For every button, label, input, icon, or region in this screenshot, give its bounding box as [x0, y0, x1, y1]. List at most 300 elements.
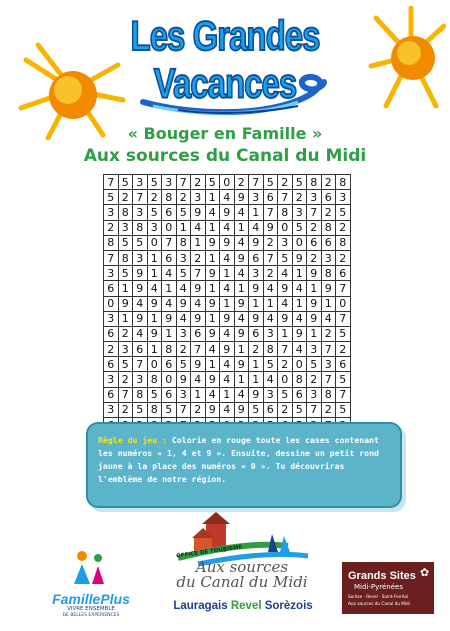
grid-cell[interactable]: 8	[307, 175, 322, 190]
grid-cell[interactable]: 4	[249, 220, 264, 235]
grid-cell[interactable]: 1	[147, 342, 162, 357]
grid-cell[interactable]: 8	[336, 175, 351, 190]
grid-cell[interactable]: 5	[292, 402, 307, 417]
grid-cell[interactable]: 5	[278, 250, 293, 265]
grid-cell[interactable]: 9	[205, 266, 220, 281]
grid-cell[interactable]: 1	[234, 372, 249, 387]
grid-cell[interactable]: 6	[133, 342, 148, 357]
grid-cell[interactable]: 4	[220, 372, 235, 387]
grid-cell[interactable]: 2	[321, 205, 336, 220]
grid-cell[interactable]: 6	[292, 387, 307, 402]
grid-cell[interactable]: 9	[234, 326, 249, 341]
grid-cell[interactable]: 6	[104, 326, 119, 341]
grid-cell[interactable]: 7	[307, 205, 322, 220]
grid-cell[interactable]: 5	[292, 220, 307, 235]
grid-cell[interactable]: 9	[278, 311, 293, 326]
grid-cell[interactable]: 0	[104, 296, 119, 311]
grid-cell[interactable]: 2	[147, 190, 162, 205]
grid-cell[interactable]: 9	[162, 311, 177, 326]
grid-cell[interactable]: 3	[249, 190, 264, 205]
grid-cell[interactable]: 3	[162, 175, 177, 190]
grid-cell[interactable]: 9	[263, 220, 278, 235]
grid-cell[interactable]: 7	[263, 250, 278, 265]
grid-row	[104, 190, 351, 205]
grid-cell[interactable]: 8	[278, 205, 293, 220]
grid-cell[interactable]: 3	[133, 205, 148, 220]
grid-cell[interactable]: 2	[278, 402, 293, 417]
page-title: Les Grandes Vacances	[130, 12, 320, 107]
grid-cell[interactable]: 2	[191, 250, 206, 265]
grid-cell[interactable]: 7	[104, 250, 119, 265]
grid-cell[interactable]: 2	[292, 190, 307, 205]
grid-cell[interactable]: 3	[176, 387, 191, 402]
grid-cell[interactable]: 3	[133, 372, 148, 387]
grid-cell[interactable]: 9	[249, 281, 264, 296]
grid-cell[interactable]: 1	[249, 205, 264, 220]
grid-cell[interactable]: 5	[278, 387, 293, 402]
grid-cell[interactable]: 0	[162, 220, 177, 235]
grid-cell[interactable]: 5	[118, 266, 133, 281]
grid-cell[interactable]: 6	[191, 326, 206, 341]
grid-cell[interactable]: 9	[176, 372, 191, 387]
grid-cell[interactable]: 9	[133, 311, 148, 326]
grid-cell[interactable]: 9	[220, 235, 235, 250]
grid-cell[interactable]: 4	[191, 296, 206, 311]
grid-cell[interactable]: 2	[234, 175, 249, 190]
grid-cell[interactable]: 3	[147, 220, 162, 235]
grid-cell[interactable]: 9	[234, 402, 249, 417]
grid-cell[interactable]: 1	[205, 357, 220, 372]
grid-cell[interactable]: 0	[220, 175, 235, 190]
grid-cell[interactable]: 1	[220, 296, 235, 311]
grid-cell[interactable]: 4	[220, 326, 235, 341]
grid-cell[interactable]: 2	[336, 250, 351, 265]
grid-cell[interactable]: 3	[307, 190, 322, 205]
grid-cell[interactable]: 6	[307, 235, 322, 250]
grid-cell[interactable]: 2	[307, 250, 322, 265]
grid-cell[interactable]: 5	[133, 402, 148, 417]
grid-cell[interactable]: 7	[336, 311, 351, 326]
grid-cell[interactable]: 8	[321, 220, 336, 235]
grid-cell[interactable]: 3	[263, 387, 278, 402]
grid-cell[interactable]: 8	[176, 235, 191, 250]
grid-cell[interactable]: 1	[234, 342, 249, 357]
grid-cell[interactable]: 1	[162, 326, 177, 341]
grid-cell[interactable]: 2	[176, 190, 191, 205]
grid-cell[interactable]: 3	[104, 205, 119, 220]
grid-cell[interactable]: 6	[162, 250, 177, 265]
grid-cell[interactable]: 7	[162, 235, 177, 250]
grid-cell[interactable]: 9	[234, 190, 249, 205]
office-title-line1: Aux sources	[195, 558, 289, 576]
grid-cell[interactable]: 6	[104, 357, 119, 372]
rules-body: Colorie en rouge toute les cases contenant les numéros « 1, 4 et 9 ». Ensuite, dessine un petit rond jaune à la place des numéros « 0 ». Tu découvriras l'emblème de notre région.	[98, 435, 379, 484]
grid-cell[interactable]: 9	[234, 250, 249, 265]
grid-cell[interactable]: 1	[205, 220, 220, 235]
grid-cell[interactable]: 5	[263, 175, 278, 190]
grid-cell[interactable]: 8	[321, 266, 336, 281]
grid-cell[interactable]: 6	[104, 387, 119, 402]
grid-cell[interactable]: 9	[220, 342, 235, 357]
grid-cell[interactable]: 7	[176, 402, 191, 417]
grid-cell[interactable]: 9	[191, 205, 206, 220]
grid-cell[interactable]: 5	[336, 372, 351, 387]
grid-cell[interactable]: 1	[118, 311, 133, 326]
grid-cell[interactable]: 2	[118, 190, 133, 205]
grid-cell[interactable]: 6	[321, 235, 336, 250]
grid-cell[interactable]: 5	[147, 205, 162, 220]
grid-cell[interactable]: 7	[263, 205, 278, 220]
grid-cell[interactable]: 2	[336, 220, 351, 235]
grid-cell[interactable]: 6	[162, 357, 177, 372]
grid-cell[interactable]: 1	[205, 281, 220, 296]
grid-cell[interactable]: 1	[191, 387, 206, 402]
grid-cell[interactable]: 2	[336, 342, 351, 357]
place-sorezois: Sorèzois	[264, 600, 313, 612]
grid-cell[interactable]: 9	[249, 311, 264, 326]
grid-row	[104, 296, 351, 311]
grid-cell[interactable]: 3	[118, 220, 133, 235]
grid-cell[interactable]: 7	[191, 342, 206, 357]
grid-cell[interactable]: 1	[292, 296, 307, 311]
grid-cell[interactable]: 4	[220, 250, 235, 265]
grid-cell[interactable]: 1	[307, 326, 322, 341]
grid-cell[interactable]: 9	[176, 296, 191, 311]
grid-cell[interactable]: 4	[205, 205, 220, 220]
grid-cell[interactable]: 9	[147, 296, 162, 311]
grid-cell[interactable]: 1	[234, 281, 249, 296]
grid-cell[interactable]: 8	[263, 342, 278, 357]
grid-cell[interactable]: 3	[307, 342, 322, 357]
grid-cell[interactable]: 4	[278, 266, 293, 281]
grid-cell[interactable]: 9	[191, 357, 206, 372]
grid-cell[interactable]: 7	[133, 357, 148, 372]
grid-cell[interactable]: 4	[321, 311, 336, 326]
grid-cell[interactable]: 7	[278, 342, 293, 357]
grid-cell[interactable]: 2	[321, 402, 336, 417]
grid-cell[interactable]: 3	[307, 387, 322, 402]
grid-cell[interactable]: 1	[191, 235, 206, 250]
grid-cell[interactable]: 1	[147, 250, 162, 265]
grid-cell[interactable]: 7	[321, 342, 336, 357]
grid-cell[interactable]: 9	[249, 387, 264, 402]
grid-cell[interactable]: 1	[205, 250, 220, 265]
grid-cell[interactable]: 5	[176, 266, 191, 281]
grid-cell[interactable]: 3	[321, 250, 336, 265]
grid-cell[interactable]: 5	[118, 357, 133, 372]
grid-cell[interactable]: 4	[133, 296, 148, 311]
grid-cell[interactable]: 9	[307, 311, 322, 326]
grid-row	[104, 402, 351, 417]
grid-cell[interactable]: 9	[205, 235, 220, 250]
subtitle-bouger-en-famille: « Bouger en Famille »	[127, 124, 323, 143]
grid-cell[interactable]: 5	[147, 387, 162, 402]
grid-cell[interactable]: 2	[321, 326, 336, 341]
grid-cell[interactable]: 8	[133, 387, 148, 402]
grid-cell[interactable]: 8	[292, 372, 307, 387]
grid-cell[interactable]: 4	[220, 402, 235, 417]
grid-cell[interactable]: 4	[176, 281, 191, 296]
grands-sites-small-1: Sorèze · Revel · Saint-Ferréol	[348, 594, 409, 599]
grid-cell[interactable]: 0	[278, 372, 293, 387]
grid-cell[interactable]: 6	[249, 326, 264, 341]
grid-cell[interactable]: 9	[133, 281, 148, 296]
grid-cell[interactable]: 1	[263, 296, 278, 311]
grid-row	[104, 311, 351, 326]
grid-cell[interactable]: 4	[162, 266, 177, 281]
grid-cell[interactable]: 3	[292, 205, 307, 220]
grid-cell[interactable]: 0	[162, 372, 177, 387]
grid-cell[interactable]: 7	[249, 175, 264, 190]
grid-cell[interactable]: 7	[133, 190, 148, 205]
grid-cell[interactable]: 5	[292, 175, 307, 190]
grid-cell[interactable]: 4	[278, 296, 293, 311]
grid-cell[interactable]: 6	[336, 357, 351, 372]
grid-cell[interactable]: 8	[118, 250, 133, 265]
grid-cell[interactable]: 4	[220, 281, 235, 296]
grid-cell[interactable]: 5	[205, 175, 220, 190]
grid-cell[interactable]: 6	[249, 250, 264, 265]
grid-cell[interactable]: 1	[249, 372, 264, 387]
grid-cell[interactable]: 9	[278, 281, 293, 296]
grid-cell[interactable]: 4	[234, 311, 249, 326]
grid-cell[interactable]: 7	[176, 175, 191, 190]
grid-cell[interactable]: 1	[176, 220, 191, 235]
grid-cell[interactable]: 9	[234, 357, 249, 372]
grid-cell[interactable]: 1	[234, 220, 249, 235]
grid-cell[interactable]: 7	[191, 266, 206, 281]
grid-cell[interactable]: 2	[321, 175, 336, 190]
grid-cell[interactable]: 5	[336, 402, 351, 417]
grid-cell[interactable]: 8	[104, 235, 119, 250]
grid-cell[interactable]: 3	[118, 342, 133, 357]
grid-cell[interactable]: 4	[263, 281, 278, 296]
grid-cell[interactable]: 3	[249, 266, 264, 281]
grid-cell[interactable]: 9	[147, 326, 162, 341]
grid-cell[interactable]: 9	[205, 296, 220, 311]
grid-cell[interactable]: 0	[147, 235, 162, 250]
grid-cell[interactable]: 9	[205, 326, 220, 341]
grid-cell[interactable]: 4	[176, 311, 191, 326]
grid-cell[interactable]: 9	[234, 296, 249, 311]
grid-cell[interactable]: 4	[292, 281, 307, 296]
grid-cell[interactable]: 5	[104, 190, 119, 205]
grid-cell[interactable]: 5	[307, 357, 322, 372]
grid-cell[interactable]: 1	[220, 387, 235, 402]
grid-cell[interactable]: 1	[162, 281, 177, 296]
grid-cell[interactable]: 3	[336, 190, 351, 205]
grid-cell[interactable]: 5	[118, 235, 133, 250]
grid-cell[interactable]: 4	[191, 220, 206, 235]
grands-sites-title-2: Midi-Pyrénées	[354, 583, 403, 591]
place-revel: Revel	[230, 600, 262, 612]
grid-cell[interactable]: 5	[118, 175, 133, 190]
grid-cell[interactable]: 3	[104, 372, 119, 387]
grid-cell[interactable]: 3	[263, 326, 278, 341]
grid-cell[interactable]: 4	[133, 326, 148, 341]
grid-cell[interactable]: 8	[336, 235, 351, 250]
subtitle-canal-du-midi: Aux sources du Canal du Midi	[83, 146, 367, 166]
grid-cell[interactable]: 5	[147, 175, 162, 190]
grid-cell[interactable]: 9	[321, 281, 336, 296]
grid-cell[interactable]: 4	[234, 205, 249, 220]
grid-cell[interactable]: 6	[162, 205, 177, 220]
grid-cell[interactable]: 1	[278, 326, 293, 341]
grid-cell[interactable]: 1	[292, 266, 307, 281]
grid-cell[interactable]: 5	[176, 357, 191, 372]
office-label: OFFICE DE TOURISME	[175, 544, 243, 560]
grid-cell[interactable]: 8	[162, 342, 177, 357]
grid-cell[interactable]: 6	[263, 402, 278, 417]
famille-plus-figures-icon	[52, 548, 130, 588]
grid-cell[interactable]: 1	[205, 190, 220, 205]
grid-cell[interactable]: 6	[321, 190, 336, 205]
grid-cell[interactable]: 5	[249, 402, 264, 417]
grid-cell[interactable]: 3	[104, 402, 119, 417]
grid-cell[interactable]: 3	[278, 235, 293, 250]
grid-cell[interactable]: 6	[336, 266, 351, 281]
grands-sites-title-1: Grands Sites	[348, 570, 416, 582]
grid-cell[interactable]: 5	[336, 326, 351, 341]
grid-cell[interactable]: 1	[307, 281, 322, 296]
grid-cell[interactable]: 0	[278, 220, 293, 235]
grid-cell[interactable]: 4	[191, 372, 206, 387]
grid-cell[interactable]: 3	[176, 326, 191, 341]
office-title	[172, 560, 312, 590]
famille-plus-logo	[52, 548, 130, 618]
grid-cell[interactable]: 9	[205, 402, 220, 417]
flower-icon: ✿	[420, 566, 430, 579]
grid-cell[interactable]: 9	[191, 281, 206, 296]
grid-cell[interactable]: 8	[133, 220, 148, 235]
grid-cell[interactable]: 3	[133, 250, 148, 265]
grid-cell[interactable]: 9	[191, 311, 206, 326]
grands-sites-small-2: Aux sources du Canal du Midi	[348, 601, 410, 606]
grid-cell[interactable]: 5	[336, 205, 351, 220]
grid-cell[interactable]: 2	[307, 220, 322, 235]
grid-cell[interactable]: 7	[278, 190, 293, 205]
grid-cell[interactable]: 4	[292, 342, 307, 357]
grid-cell[interactable]: 8	[118, 205, 133, 220]
grid-cell[interactable]: 7	[336, 387, 351, 402]
grid-cell[interactable]: 9	[220, 205, 235, 220]
grid-cell[interactable]: 2	[278, 175, 293, 190]
grid-cell[interactable]: 4	[205, 342, 220, 357]
grid-cell[interactable]: 3	[104, 311, 119, 326]
grid-cell[interactable]: 4	[205, 387, 220, 402]
wave-icon	[138, 72, 348, 118]
grid-cell[interactable]: 4	[263, 311, 278, 326]
grid-cell[interactable]: 4	[292, 311, 307, 326]
grid-row	[104, 205, 351, 220]
grid-cell[interactable]: 4	[220, 220, 235, 235]
grid-row	[104, 250, 351, 265]
grid-cell[interactable]: 0	[147, 357, 162, 372]
grid-cell[interactable]: 2	[263, 235, 278, 250]
grid-cell[interactable]: 7	[321, 372, 336, 387]
grid-cell[interactable]: 2	[249, 342, 264, 357]
grid-cell[interactable]: 4	[220, 357, 235, 372]
grid-cell[interactable]: 9	[307, 296, 322, 311]
grid-cell[interactable]: 9	[205, 372, 220, 387]
grid-cell[interactable]: 9	[292, 326, 307, 341]
grid-cell[interactable]: 9	[249, 235, 264, 250]
grid-cell[interactable]: 9	[118, 296, 133, 311]
grid-cell[interactable]: 1	[220, 266, 235, 281]
grid-cell[interactable]: 1	[118, 281, 133, 296]
grid-row	[104, 342, 351, 357]
grid-cell[interactable]: 2	[118, 326, 133, 341]
grid-cell[interactable]: 8	[147, 372, 162, 387]
grid-cell[interactable]: 9	[220, 311, 235, 326]
grid-cell[interactable]: 0	[292, 235, 307, 250]
grid-cell[interactable]: 0	[336, 296, 351, 311]
grid-cell[interactable]: 3	[321, 357, 336, 372]
grid-cell[interactable]: 9	[307, 266, 322, 281]
grid-cell[interactable]: 0	[292, 357, 307, 372]
grid-cell[interactable]: 6	[263, 190, 278, 205]
grid-cell[interactable]: 2	[191, 175, 206, 190]
grid-cell[interactable]: 8	[321, 387, 336, 402]
grid-cell[interactable]: 5	[133, 235, 148, 250]
grid-cell[interactable]: 2	[263, 266, 278, 281]
grid-cell[interactable]: 5	[176, 205, 191, 220]
grid-cell[interactable]: 9	[292, 250, 307, 265]
grid-cell[interactable]: 3	[191, 190, 206, 205]
grid-cell[interactable]: 1	[321, 296, 336, 311]
grid-cell[interactable]: 2	[307, 372, 322, 387]
famille-plus-brand: FamillePlus	[52, 591, 130, 607]
grid-cell[interactable]: 8	[162, 190, 177, 205]
grid-cell[interactable]: 3	[176, 250, 191, 265]
grid-cell[interactable]: 7	[104, 175, 119, 190]
grid-cell[interactable]: 1	[147, 311, 162, 326]
grid-cell[interactable]: 6	[104, 281, 119, 296]
grid-cell[interactable]: 5	[263, 357, 278, 372]
grid-cell[interactable]: 4	[147, 281, 162, 296]
grid-cell[interactable]: 7	[307, 402, 322, 417]
grid-cell[interactable]: 9	[133, 266, 148, 281]
grid-cell[interactable]: 4	[234, 387, 249, 402]
grid-cell[interactable]: 4	[234, 235, 249, 250]
grid-cell[interactable]: 4	[263, 372, 278, 387]
grid-cell[interactable]: 5	[162, 402, 177, 417]
grid-cell[interactable]: 4	[162, 296, 177, 311]
grid-cell[interactable]: 2	[176, 342, 191, 357]
grid-cell[interactable]: 7	[336, 281, 351, 296]
grid-cell[interactable]: 1	[249, 296, 264, 311]
grid-cell[interactable]: 4	[220, 190, 235, 205]
grid-cell[interactable]: 3	[133, 175, 148, 190]
grid-cell[interactable]: 2	[118, 402, 133, 417]
grid-cell[interactable]: 1	[249, 357, 264, 372]
grid-cell[interactable]: 2	[278, 357, 293, 372]
office-places	[168, 600, 318, 612]
grid-cell[interactable]: 4	[234, 266, 249, 281]
grid-cell[interactable]: 6	[162, 387, 177, 402]
grid-cell[interactable]: 2	[104, 220, 119, 235]
grid-cell[interactable]: 2	[104, 342, 119, 357]
grid-cell[interactable]: 3	[104, 266, 119, 281]
grid-cell[interactable]: 8	[147, 402, 162, 417]
grid-cell[interactable]: 2	[118, 372, 133, 387]
grid-cell[interactable]: 2	[191, 402, 206, 417]
grid-row	[104, 326, 351, 341]
grid-cell[interactable]: 1	[147, 266, 162, 281]
grid-cell[interactable]: 7	[118, 387, 133, 402]
rules-text	[98, 434, 388, 486]
grid-cell[interactable]: 1	[205, 311, 220, 326]
